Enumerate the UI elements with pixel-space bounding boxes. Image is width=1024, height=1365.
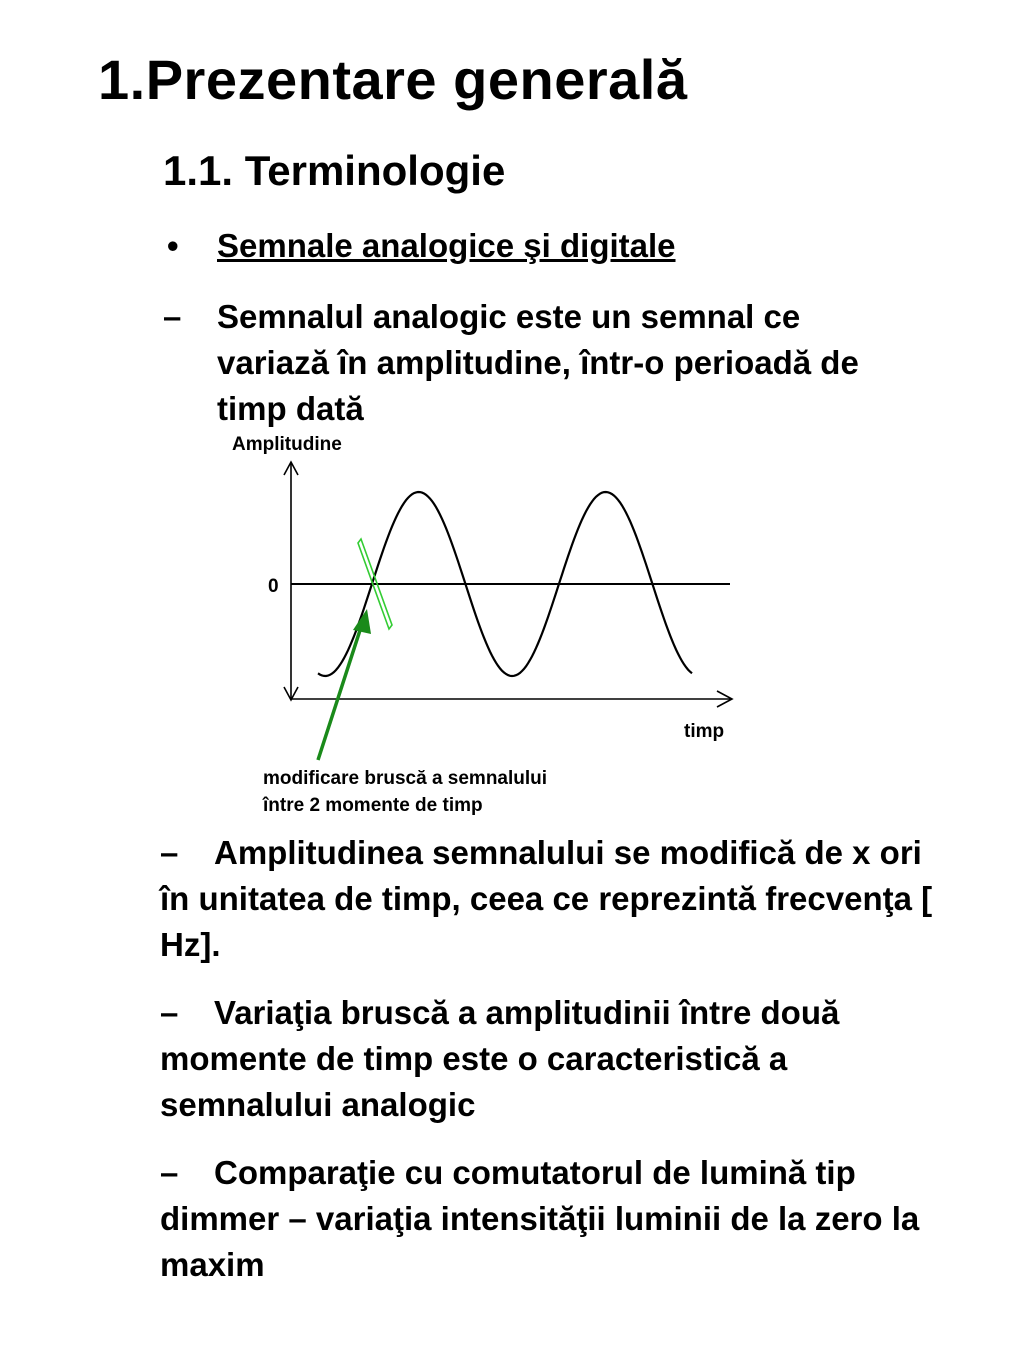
page-title: 1.Prezentare generală: [98, 48, 688, 111]
paragraph-text: Variaţia bruscă a amplitudinii între două momente de timp este o caracteristică a semnalului analogic: [160, 994, 840, 1123]
zero-label: 0: [268, 576, 279, 597]
paragraph-dimmer: [160, 1150, 950, 1288]
dash-mark: –: [163, 298, 182, 335]
paragraph-text: Amplitudinea semnalului se modifică de x ori în unitatea de timp, ceea ce reprezintă frecvenţa [ Hz].: [160, 834, 933, 963]
annotation-line-2: între 2 momente de timp: [263, 795, 483, 816]
annotation-arrow: [318, 621, 363, 760]
bullet-mark: •: [167, 227, 179, 264]
paragraph-frequency: [160, 830, 950, 968]
definition-text: Semnalul analogic este un semnal ce variază în amplitudine, într-o perioadă de timp dată: [217, 298, 859, 427]
analog-signal-diagram: [220, 425, 760, 825]
y-axis-label: Amplitudine: [232, 434, 342, 455]
x-axis-label: timp: [684, 721, 725, 742]
bullet-text: Semnale analogice şi digitale: [217, 227, 676, 264]
dash-mark: –: [160, 834, 179, 871]
section-subtitle: 1.1. Terminologie: [163, 147, 506, 194]
paragraph-text: Comparaţie cu comutatorul de lumină tip dimmer – variaţia intensităţii luminii de la zero la maxim: [160, 1154, 920, 1283]
analog-signal-figure: [220, 425, 760, 825]
dash-mark: –: [160, 994, 179, 1031]
dash-mark: –: [160, 1154, 179, 1191]
paragraph-variation: [160, 990, 950, 1128]
annotation-line-1: modificare bruscă a semnalului: [263, 768, 548, 789]
